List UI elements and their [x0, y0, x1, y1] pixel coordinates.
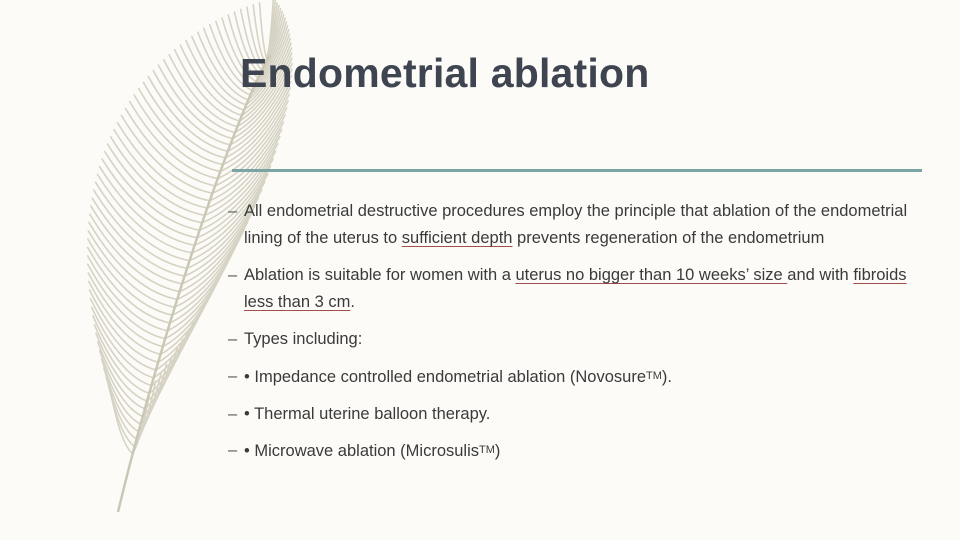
list-item — [228, 401, 936, 428]
trademark-mark: TM — [479, 444, 495, 456]
list-item — [228, 198, 936, 252]
dash-marker: – — [228, 441, 238, 459]
bullet-text: ). — [661, 368, 672, 386]
bullet-text: • Impedance controlled endometrial ablation (Novosure — [244, 368, 647, 386]
dash-marker: – — [228, 266, 238, 284]
bullet-text: and with — [787, 266, 854, 284]
bullet-list — [228, 198, 936, 465]
dash-marker: – — [228, 330, 238, 348]
list-item — [228, 262, 936, 316]
bullet-text: ) — [494, 442, 501, 460]
list-item — [228, 326, 936, 353]
underlined-text: fibroids less than 3 cm — [244, 266, 907, 311]
bullet-text: • Thermal uterine balloon therapy. — [244, 405, 491, 423]
dash-marker: – — [228, 367, 238, 385]
list-item — [228, 437, 936, 465]
dash-marker: – — [228, 405, 238, 423]
bullet-text: All endometrial destructive procedures employ the principle that ablation of the endometrial lining of the uterus to — [244, 202, 908, 247]
page-title: Endometrial ablation — [240, 50, 650, 96]
bullet-text: prevents regeneration of the endometrium — [512, 229, 825, 247]
title-divider — [232, 169, 922, 172]
bullet-text: • Microwave ablation (Microsulis — [244, 442, 480, 460]
bullet-text: Types including: — [244, 330, 363, 348]
underlined-text: sufficient depth — [401, 229, 513, 247]
list-item — [228, 363, 936, 391]
underlined-text: uterus no bigger than 10 weeks’ size — [515, 266, 788, 284]
dash-marker: – — [228, 202, 238, 220]
trademark-mark: TM — [646, 370, 662, 382]
bullet-text: Ablation is suitable for women with a — [244, 266, 516, 284]
bullet-text: . — [350, 293, 355, 311]
